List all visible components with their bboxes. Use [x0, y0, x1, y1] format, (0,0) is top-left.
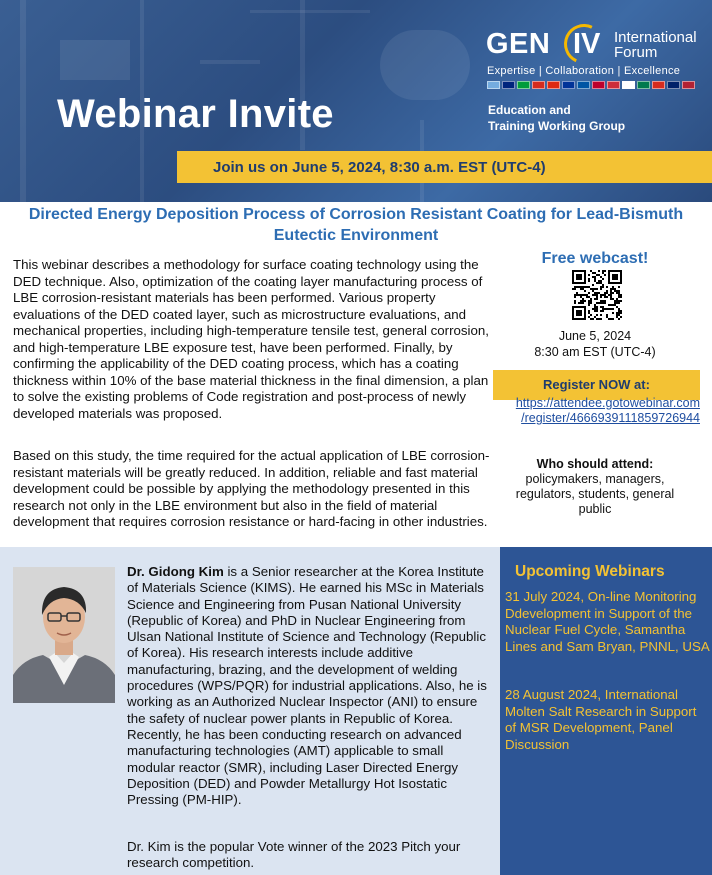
- flag-icon: [592, 81, 605, 89]
- webinar-title: Directed Energy Deposition Process of Corrosion Resistant Coating for Lead-Bismuth Eutectic Environment: [28, 206, 684, 244]
- flag-icon: [517, 81, 530, 89]
- audience-heading: Who should attend:: [536, 457, 654, 471]
- page-title: Webinar Invite: [57, 92, 334, 136]
- flag-icon: [577, 81, 590, 89]
- flag-icon: [532, 81, 545, 89]
- flag-icon: [502, 81, 515, 89]
- logo-iv-text: IV: [573, 28, 601, 60]
- flag-icon: [547, 81, 560, 89]
- background-structure: [250, 10, 370, 13]
- member-flags: [487, 81, 695, 89]
- flag-icon: [562, 81, 575, 89]
- speaker-bio: [127, 564, 494, 808]
- working-group-name: [488, 102, 625, 134]
- logo-international-text: International: [614, 29, 697, 46]
- flag-icon: [607, 81, 620, 89]
- description-paragraph-1: This webinar describes a methodology for surface coating technology using the DED technique. Also, optimization of the coating layer manufacturing process of LBE corrosion-resistant materials has been performed. Various property evaluations of the DED coated layer, such as microstructure evaluations, and mechanical properties, including high-temperature tensile test, general corrosion, and high-temperature LBE exposure test, have been performed. Finally, by confirming the applicability of the DED coating process, which has a coating thickness within 10% of the base material thickness in the final dimension, a plan to solve the existing problems of Code registration and post-process of newly developed materials was proposed.: [13, 257, 489, 421]
- background-structure: [20, 0, 26, 202]
- logo-forum-text: Forum: [614, 44, 658, 61]
- speaker-bio-text: is a Senior researcher at the Korea Institute of Materials Science (KIMS). He earned his MSc in Materials Science and Engineering from Pusan National University (Republic of Korea) and PhD in Nuclear Engineering from Ulsan National Institute of Science and Technology (Republic of Korea). His research interests include additive manufacturing, brazing, and the development of welding procedures (WPS/PQR) for industrial applications. Also, he is working as an Authorized Nuclear Inspector (ANI) to ensure the safety of nuclear power plants in Republic of Korea. Recently, he has been conducting research on advanced manufacturing technologies (AMT) applicable to small modular reactor (SMR), including Laser Directed Energy Deposition (DED) and Powder Metallurgy Hot Isostatic Pressing (PM-HIP).: [127, 564, 487, 808]
- upcoming-webinar-item: 28 August 2024, International Molten Salt Research in Support of MSR Development, Panel Discussion: [505, 687, 697, 752]
- background-structure: [380, 30, 470, 100]
- speaker-award-note: Dr. Kim is the popular Vote winner of the 2023 Pitch your research competition.: [127, 839, 461, 871]
- side-date: [491, 328, 699, 360]
- upcoming-webinars-heading: Upcoming Webinars: [515, 563, 665, 580]
- working-group-line-1: Education and: [488, 103, 571, 117]
- flag-icon: [682, 81, 695, 89]
- working-group-line-2: Training Working Group: [488, 119, 626, 133]
- flag-icon: [487, 81, 500, 89]
- side-date-day: June 5, 2024: [558, 329, 632, 343]
- flag-icon: [622, 81, 635, 89]
- side-date-time: 8:30 am EST (UTC-4): [534, 345, 656, 359]
- upcoming-webinar-item: 31 July 2024, On-line Monitoring Ddevelopment in Support of the Nuclear Fuel Cycle, Samantha Lines and Sam Bryan, PNNL, USA: [505, 589, 710, 654]
- register-link-line-1[interactable]: https://attendee.gotowebinar.com: [515, 396, 700, 410]
- description-paragraph-2: Based on this study, the time required for the actual application of LBE corrosion-resistant materials will be greatly reduced. In addition, reliable and fast material development could be possible by applying the methodology presented in this research not only in the LBE environment but also in the field of material development that requires corrosion resistance or hard-facing in other industries.: [13, 448, 490, 529]
- speaker-portrait-icon: [13, 567, 115, 703]
- flag-icon: [637, 81, 650, 89]
- free-webcast-heading: Free webcast!: [541, 250, 649, 267]
- flag-icon: [667, 81, 680, 89]
- background-structure: [60, 40, 130, 80]
- register-link-line-2[interactable]: /register/4666939111859726944: [521, 411, 700, 425]
- date-banner: [177, 151, 712, 183]
- flag-icon: [652, 81, 665, 89]
- logo-tagline: Expertise | Collaboration | Excellence: [487, 65, 681, 77]
- header-banner: [0, 0, 712, 202]
- speaker-photo: [13, 567, 115, 703]
- register-banner: Register NOW at:: [493, 370, 700, 400]
- speaker-name: Dr. Gidong Kim: [127, 564, 224, 579]
- register-link[interactable]: [494, 396, 700, 426]
- background-structure: [200, 60, 260, 64]
- date-banner-text: Join us on June 5, 2024, 8:30 a.m. EST (UTC-4): [213, 158, 546, 176]
- qr-code-icon[interactable]: [572, 270, 622, 320]
- logo-gen-text: GEN: [486, 28, 551, 60]
- audience-text: policymakers, managers, regulators, students, general public: [515, 472, 675, 516]
